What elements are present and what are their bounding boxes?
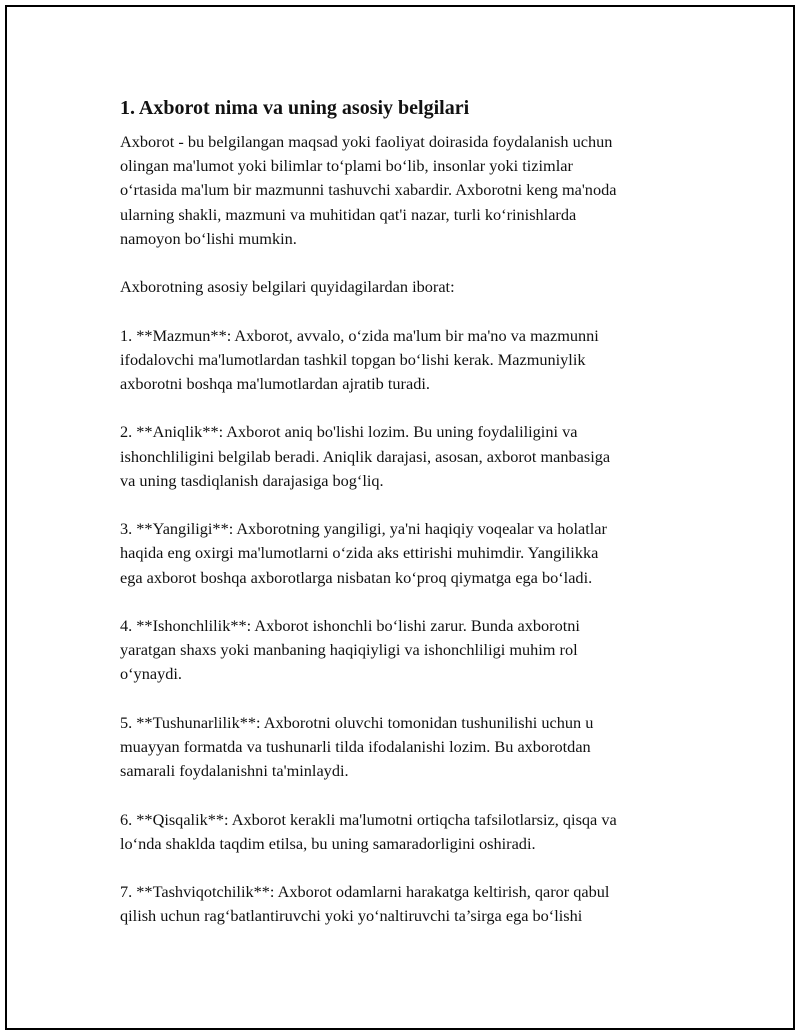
text-line: muayyan formatda va tushunarli tilda ifodalanishi lozim. Bu axborotdan	[120, 736, 591, 756]
paragraph	[120, 517, 690, 590]
text-line: 5. **Tushunarlilik**: Axborotni oluvchi tomonidan tushunilishi uchun u	[120, 712, 594, 732]
page-frame	[5, 5, 795, 1030]
paragraph	[120, 130, 690, 251]
text-line: lo‘nda shaklda taqdim etilsa, bu uning samaradorligini oshiradi.	[120, 833, 536, 853]
text-line: 1. **Mazmun**: Axborot, avvalo, o‘zida ma'lum bir ma'no va mazmunni	[120, 325, 599, 345]
paragraph	[120, 614, 690, 687]
text-line: axborotni boshqa ma'lumotlardan ajratib turadi.	[120, 374, 430, 393]
text-line: 7. **Tashviqotchilik**: Axborot odamlarni harakatga keltirish, qaror qabul	[120, 882, 610, 902]
text-line: ifodalovchi ma'lumotlardan tashkil topgan bo‘lishi kerak. Mazmuniylik	[120, 349, 586, 369]
paragraph	[120, 880, 690, 928]
paragraph	[120, 711, 690, 784]
paragraph-list	[120, 130, 690, 929]
text-line: namoyon bo‘lishi mumkin.	[120, 228, 297, 248]
section-heading: 1. Axborot nima va uning asosiy belgilari	[120, 97, 470, 119]
text-line: qilish uchun rag‘batlantiruvchi yoki yo‘naltiruvchi ta’sirga ega bo‘lishi	[120, 906, 583, 926]
paragraph	[120, 275, 690, 299]
text-line: 3. **Yangiligi**: Axborotning yangiligi, ya'ni haqiqiy voqealar va holatlar	[120, 519, 607, 539]
text-line: 4. **Ishonchlilik**: Axborot ishonchli bo‘lishi zarur. Bunda axborotni	[120, 615, 580, 635]
text-line: Axborotning asosiy belgilari quyidagilardan iborat:	[120, 277, 455, 297]
text-line: ularning shakli, mazmuni va muhitidan qat'i nazar, turli ko‘rinishlarda	[120, 204, 577, 224]
text-line: o‘rtasida ma'lum bir mazmunni tashuvchi xabardir. Axborotni keng ma'noda	[120, 180, 617, 200]
text-line: o‘ynaydi.	[120, 664, 182, 684]
text-line: va uning tasdiqlanish darajasiga bog‘liq.	[120, 470, 384, 490]
paragraph	[120, 324, 690, 397]
text-line: 2. **Aniqlik**: Axborot aniq bo'lishi lozim. Bu uning foydaliligini va	[120, 422, 578, 442]
text-line: ishonchliligini belgilab beradi. Aniqlik darajasi, asosan, axborot manbasiga	[120, 446, 611, 466]
paragraph	[120, 808, 690, 856]
text-line: haqida eng oxirgi ma'lumotlarni o‘zida aks ettirishi muhimdir. Yangilikka	[120, 543, 599, 563]
text-line: yaratgan shaxs yoki manbaning haqiqiyligi va ishonchliligi muhim rol	[120, 640, 578, 660]
text-line: Axborot - bu belgilangan maqsad yoki faoliyat doirasida foydalanish uchun	[120, 132, 613, 151]
document-body	[120, 95, 690, 953]
paragraph	[120, 420, 690, 493]
text-line: samarali foydalanishni ta'minlaydi.	[120, 761, 349, 781]
text-line: 6. **Qisqalik**: Axborot kerakli ma'lumotni ortiqcha tafsilotlarsiz, qisqa va	[120, 809, 617, 829]
text-line: olingan ma'lumot yoki bilimlar to‘plami bo‘lib, insonlar yoki tizimlar	[120, 156, 573, 176]
text-line: ega axborot boshqa axborotlarga nisbatan ko‘proq qiymatga ega bo‘ladi.	[120, 567, 593, 587]
